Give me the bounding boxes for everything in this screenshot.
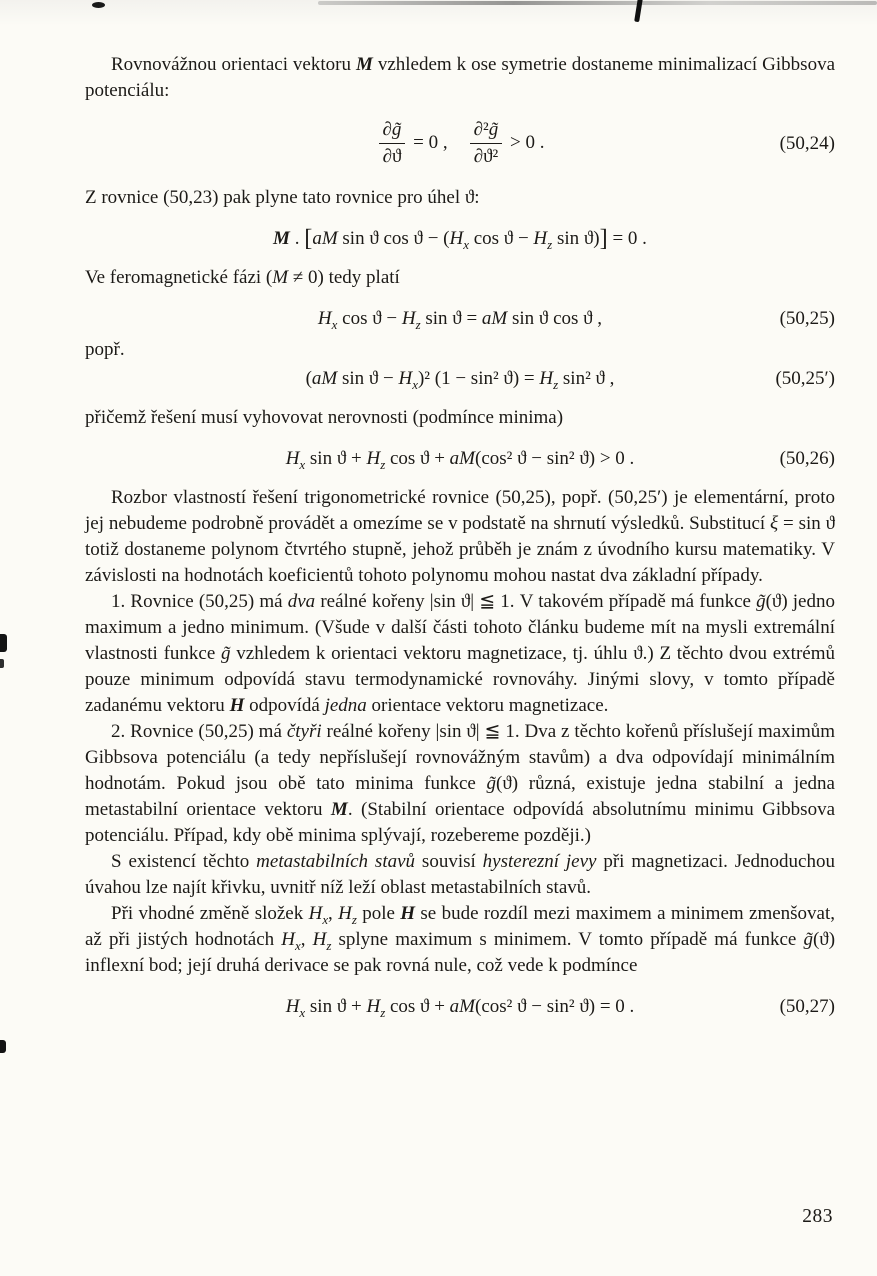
equation-50-25-prime bbox=[85, 366, 835, 392]
paragraph-inflection: Při vhodné změně složek $H_x$, $H_z$ pole H se bude rozdíl mezi maximem a minimem zmenšovat, až při jistých hodnotách $H_x$, $H_z$ splyne maximum s minimem. V tomto případě má funkce g̃(ϑ) inflexní bod; její druhá derivace se pak rovná nule, což vede k podmínce bbox=[85, 903, 836, 976]
equation-50-27 bbox=[85, 994, 835, 1020]
paragraph-case-1: 1. Rovnice (50,25) má dva reálné kořeny |sin ϑ| ≦ 1. V takovém případě má funkce g̃(ϑ) jedno maximum a jedno minimum. (Všude v další části tohoto článku budeme mít na mysli extremální vlastnosti funkce g̃ vzhledem k orientaci vektoru magnetizace, tj. úhlu ϑ.) Z těchto dvou extrémů pouze minimum odpovídá stavu termodynamické rovnováhy. Jinými slovy, v tomto případě zadanému vektoru H odpovídá jedna orientace vektoru magnetizace. bbox=[85, 591, 835, 716]
paragraph-angle-equation-lead: Z rovnice (50,23) pak plyne tato rovnice pro úhel ϑ: bbox=[85, 187, 480, 208]
scan-streak-artifact bbox=[318, 1, 877, 5]
equation-tag: (50,25) bbox=[779, 308, 835, 329]
equation-tag: (50,24) bbox=[779, 132, 835, 154]
page-number: 283 bbox=[802, 1206, 833, 1227]
scan-speck-artifact bbox=[92, 2, 105, 8]
paragraph-rozbor: Rozbor vlastností řešení trigonometrické rovnice (50,25), popř. (50,25′) je elementární, proto jej nebudeme podrobně provádět a omezíme se v podstatě na shrnutí výsledků. Substitucí ξ = sin ϑ totiž dostaneme polynom čtvrtého stupně, jehož průběh je znám z úvodního kursu matematiky. V závislosti na hodnotách koeficientů tohoto polynomu mohou nastat dva základní případy. bbox=[85, 487, 836, 586]
scan-speck-artifact bbox=[0, 634, 7, 652]
equation-body: M . [aM sin ϑ $\cos ϑ - (H_x$ $\cos ϑ - H_z$ sin ϑ)] = 0 . bbox=[273, 224, 647, 252]
scan-speck-artifact bbox=[0, 1040, 6, 1053]
equation-50-24 bbox=[85, 118, 835, 169]
equation-50-26 bbox=[85, 446, 835, 472]
paragraph-intro: Rovnovážnou orientaci vektoru M vzhledem k ose symetrie dostaneme minimalizací Gibbsova potenciálu: bbox=[85, 54, 835, 101]
equation-body: (aM $\sin ϑ - H_x)^2$ (1 − sin² $ϑ) = H_z$ sin² ϑ , bbox=[305, 368, 615, 392]
scan-speck-artifact bbox=[0, 659, 4, 668]
paragraph-metastable: S existencí těchto metastabilních stavů souvisí hysterezní jevy při magnetizaci. Jednoduchou úvahou lze najít křivku, uvnitř níž leží oblast metastabilních stavů. bbox=[85, 851, 835, 898]
equation-unnumbered bbox=[85, 226, 835, 252]
paragraph-popr: popř. bbox=[85, 339, 125, 360]
equation-body: $H_x$ $\sin ϑ + H_z$ cos ϑ + aM(cos² ϑ − sin² ϑ) = 0 . bbox=[285, 996, 635, 1020]
equation-tag: (50,26) bbox=[779, 448, 835, 469]
paragraph-case-2: 2. Rovnice (50,25) má čtyři reálné kořeny |sin ϑ| ≦ 1. Dva z těchto kořenů příslušejí maximům Gibbsova potenciálu (a tedy nepříslušejí rovnovážným stavům) a dva odpovídají minimálním hodnotám. Pokud jsou obě tato minima funkce g̃(ϑ) různá, existuje jedna stabilní a jedna metastabilní orientace vektoru M. (Stabilní orientace odpovídá absolutnímu minimu Gibbsova potenciálu. Případ, kdy obě minima splývají, rozebereme později.) bbox=[85, 721, 836, 846]
equation-body: $H_x$ $\sin ϑ + H_z$ cos ϑ + aM(cos² ϑ − sin² ϑ) > 0 . bbox=[285, 448, 635, 472]
equation-tag: (50,25′) bbox=[775, 368, 835, 389]
page-content bbox=[85, 52, 835, 1033]
equation-50-25 bbox=[85, 306, 835, 332]
equation-tag: (50,27) bbox=[779, 996, 835, 1017]
paragraph-ferromagnetic-lead: Ve feromagnetické fázi (M ≠ 0) tedy platí bbox=[85, 267, 400, 288]
equation-body: $H_x$ $\cos ϑ - H_z$ sin ϑ = aM sin ϑ cos ϑ , bbox=[317, 308, 603, 332]
paragraph-minimum-condition-lead: přičemž řešení musí vyhovovat nerovnosti (podmínce minima) bbox=[85, 407, 564, 428]
equation-body: $\frac{\partial g̃}{\partial ϑ}$ = 0 , $\frac{\text{∂²g̃}}{\text{∂ϑ²}}$ > 0 . bbox=[376, 118, 545, 169]
